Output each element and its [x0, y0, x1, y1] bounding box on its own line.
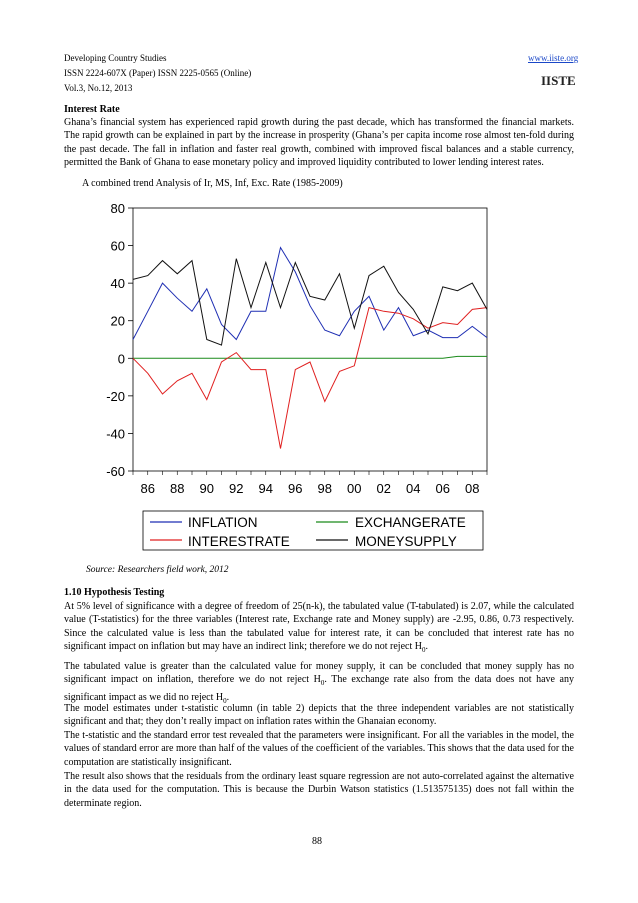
chart-source: Source: Researchers field work, 2012	[86, 565, 229, 575]
section-heading-interest-rate: Interest Rate	[64, 104, 120, 115]
x-tick-label: 06	[435, 481, 450, 496]
p2-subscript-2: 0	[223, 696, 227, 705]
x-tick-label: 90	[199, 481, 214, 496]
x-tick-label: 02	[376, 481, 391, 496]
p1-text: At 5% level of significance with a degree of freedom of 25(n-k), the tabulated value (T-tabulated) is 2.07, while the calculated value (T-statistics) for the three variables (Interest rate, Exchange rate and Money supply) are -2.95, 0.86, 0.73 respectively. Since the calculated value is less than the tabulated value for interest rate, it can be concluded that interest rate has no significant impact on inflation but may have an indirect link; therefore we do not reject H	[64, 601, 574, 653]
hypothesis-paragraph-5: The result also shows that the residuals from the ordinary least square regression are not auto-correlated against the alternative in the data used for the computation. This is because the Durbin Watson statistics (1.513575135) does not fall within the determinate region.	[64, 771, 574, 809]
interest-rate-paragraph: Ghana’s financial system has experienced rapid growth during the past decade, which has transformed the financial markets. The rapid growth can be explained in part by the increase in prosperity (Ghana’s per capita income rose almost ten-fold during the past decade. The fall in inflation and faster real growth, combined with improved fiscal balances and a stable currency, permitted the Bank of Ghana to ease monetary policy and improved liquidity contributed to lower lending interest rates.	[64, 117, 574, 169]
series-line-interestrate	[133, 308, 487, 449]
iiste-logo-text: IISTE	[541, 73, 576, 88]
x-tick-label: 96	[288, 481, 303, 496]
hypothesis-paragraph-1	[64, 600, 574, 658]
p2-end: .	[226, 691, 230, 703]
x-tick-label: 92	[229, 481, 244, 496]
y-tick-label: -40	[106, 426, 125, 442]
legend-label-interestrate: INTERESTRATE	[188, 534, 290, 549]
y-tick-label: 20	[110, 313, 125, 329]
journal-url[interactable]: www.iiste.org	[528, 53, 579, 63]
p2-text-a: The tabulated value is greater than the calculated value for money supply, it can be concluded that money supply has no significant impact on inflation, therefore we do not reject H	[64, 661, 574, 686]
legend-label-exchangerate: EXCHANGERATE	[355, 515, 466, 530]
page-number: 88	[312, 836, 322, 847]
x-tick-label: 88	[170, 481, 185, 496]
y-tick-label: 0	[117, 351, 125, 367]
y-tick-label: -60	[106, 464, 125, 479]
y-tick-label: 80	[110, 201, 125, 216]
chart-legend	[143, 511, 483, 550]
volume-line: Vol.3, No.12, 2013	[64, 83, 133, 93]
y-tick-label: 40	[110, 276, 125, 292]
section-heading-hypothesis: 1.10 Hypothesis Testing	[64, 587, 165, 598]
plot-frame	[133, 208, 487, 471]
plot-area	[106, 201, 487, 496]
chart-caption: A combined trend Analysis of Ir, MS, Inf, Exc. Rate (1985-2009)	[82, 178, 343, 189]
hypothesis-paragraph-3: The model estimates under t-statistic column (in table 2) depicts that the three independent variables are not statistically significant and that; they don’t really impact on inflation rates within the Ghanaian economy.	[64, 703, 574, 728]
p2-text-b: . The exchange rate also from the data does not have any significant impact as we did no reject H	[64, 674, 574, 703]
p2-subscript: 0	[320, 679, 325, 688]
series-line-moneysupply	[133, 259, 487, 345]
x-tick-label: 08	[465, 481, 480, 496]
x-tick-label: 86	[140, 481, 155, 496]
x-tick-label: 00	[347, 481, 362, 496]
hypothesis-paragraph-4: The t-statistic and the standard error test revealed that the parameters were insignificant. For all the variables in the model, the values of standard error are more than half of the values of the coefficient of the variables. This shows that the data used for the computation are statistically insignificant.	[64, 730, 574, 768]
legend-label-moneysupply: MONEYSUPPLY	[355, 534, 457, 549]
x-tick-label: 04	[406, 481, 421, 496]
legend-label-inflation: INFLATION	[188, 515, 258, 530]
y-tick-label: 60	[110, 238, 125, 254]
p1-subscript: 0	[421, 646, 426, 655]
series-line-exchangerate	[133, 356, 487, 358]
journal-name: Developing Country Studies	[64, 53, 167, 63]
p1-end: .	[425, 641, 428, 653]
y-tick-label: -20	[106, 388, 125, 404]
x-tick-label: 98	[317, 481, 332, 496]
x-tick-label: 94	[258, 481, 273, 496]
hypothesis-paragraph-2	[64, 660, 574, 708]
issn-line: ISSN 2224-607X (Paper) ISSN 2225-0565 (Online)	[64, 68, 252, 78]
